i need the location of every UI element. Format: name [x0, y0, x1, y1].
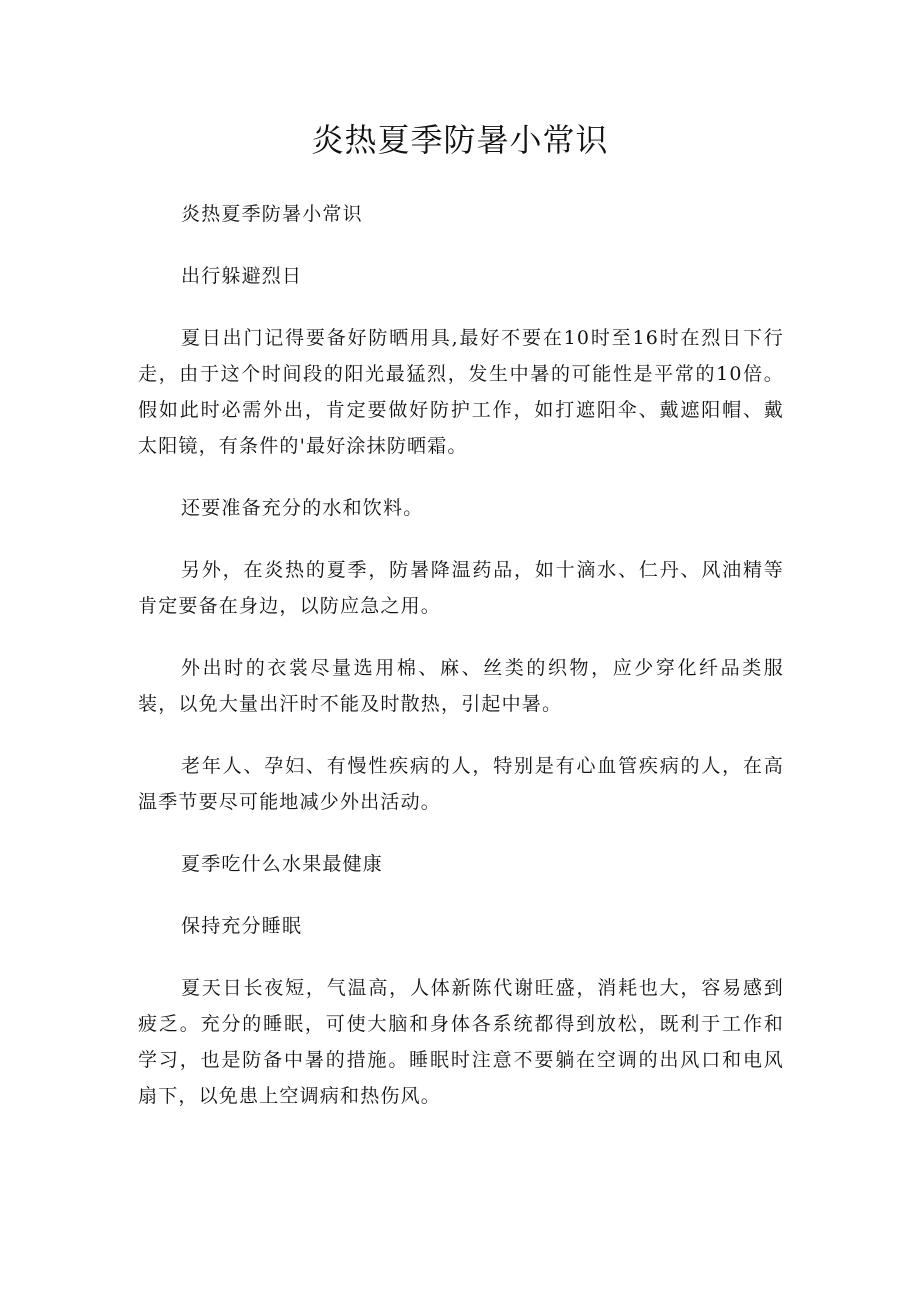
paragraph-sun-protection: 夏日出门记得要备好防晒用具,最好不要在10时至16时在烈日下行走，由于这个时间段的阳光最猛烈，发生中暑的可能性是平常的10倍。假如此时必需外出，肯定要做好防护工作，如打遮阳伞、戴遮阳帽、戴太阳镜，有条件的'最好涂抹防晒霜。 [138, 327, 784, 457]
paragraph-vulnerable-groups: 老年人、孕妇、有慢性疾病的人，特别是有心血管疾病的人，在高温季节要尽可能地减少外出活动。 [138, 755, 784, 813]
paragraph-sleep-advice: 夏天日长夜短，气温高，人体新陈代谢旺盛，消耗也大，容易感到疲乏。充分的睡眠，可使大脑和身体各系统都得到放松，既利于工作和学习，也是防备中暑的措施。睡眠时注意不要躺在空调的出风口和电风扇下，以免患上空调病和热伤风。 [138, 977, 784, 1107]
paragraph-medicine: 另外，在炎热的夏季，防暑降温药品，如十滴水、仁丹、风油精等肯定要备在身边，以防应急之用。 [138, 559, 784, 617]
paragraph-clothing: 外出时的衣裳尽量选用棉、麻、丝类的织物，应少穿化纤品类服装，以免大量出汗时不能及时散热，引起中暑。 [138, 657, 784, 715]
document-body [138, 196, 784, 1140]
paragraph-heading-avoid-sun: 出行躲避烈日 [181, 265, 303, 287]
paragraph-heading-sleep: 保持充分睡眠 [181, 915, 303, 937]
paragraph-heading-fruit: 夏季吃什么水果最健康 [181, 853, 384, 875]
paragraph-water-drinks: 还要准备充分的水和饮料。 [181, 497, 424, 519]
document-title: 炎热夏季防暑小常识 [311, 121, 609, 159]
paragraph-subtitle: 炎热夏季防暑小常识 [181, 203, 363, 225]
